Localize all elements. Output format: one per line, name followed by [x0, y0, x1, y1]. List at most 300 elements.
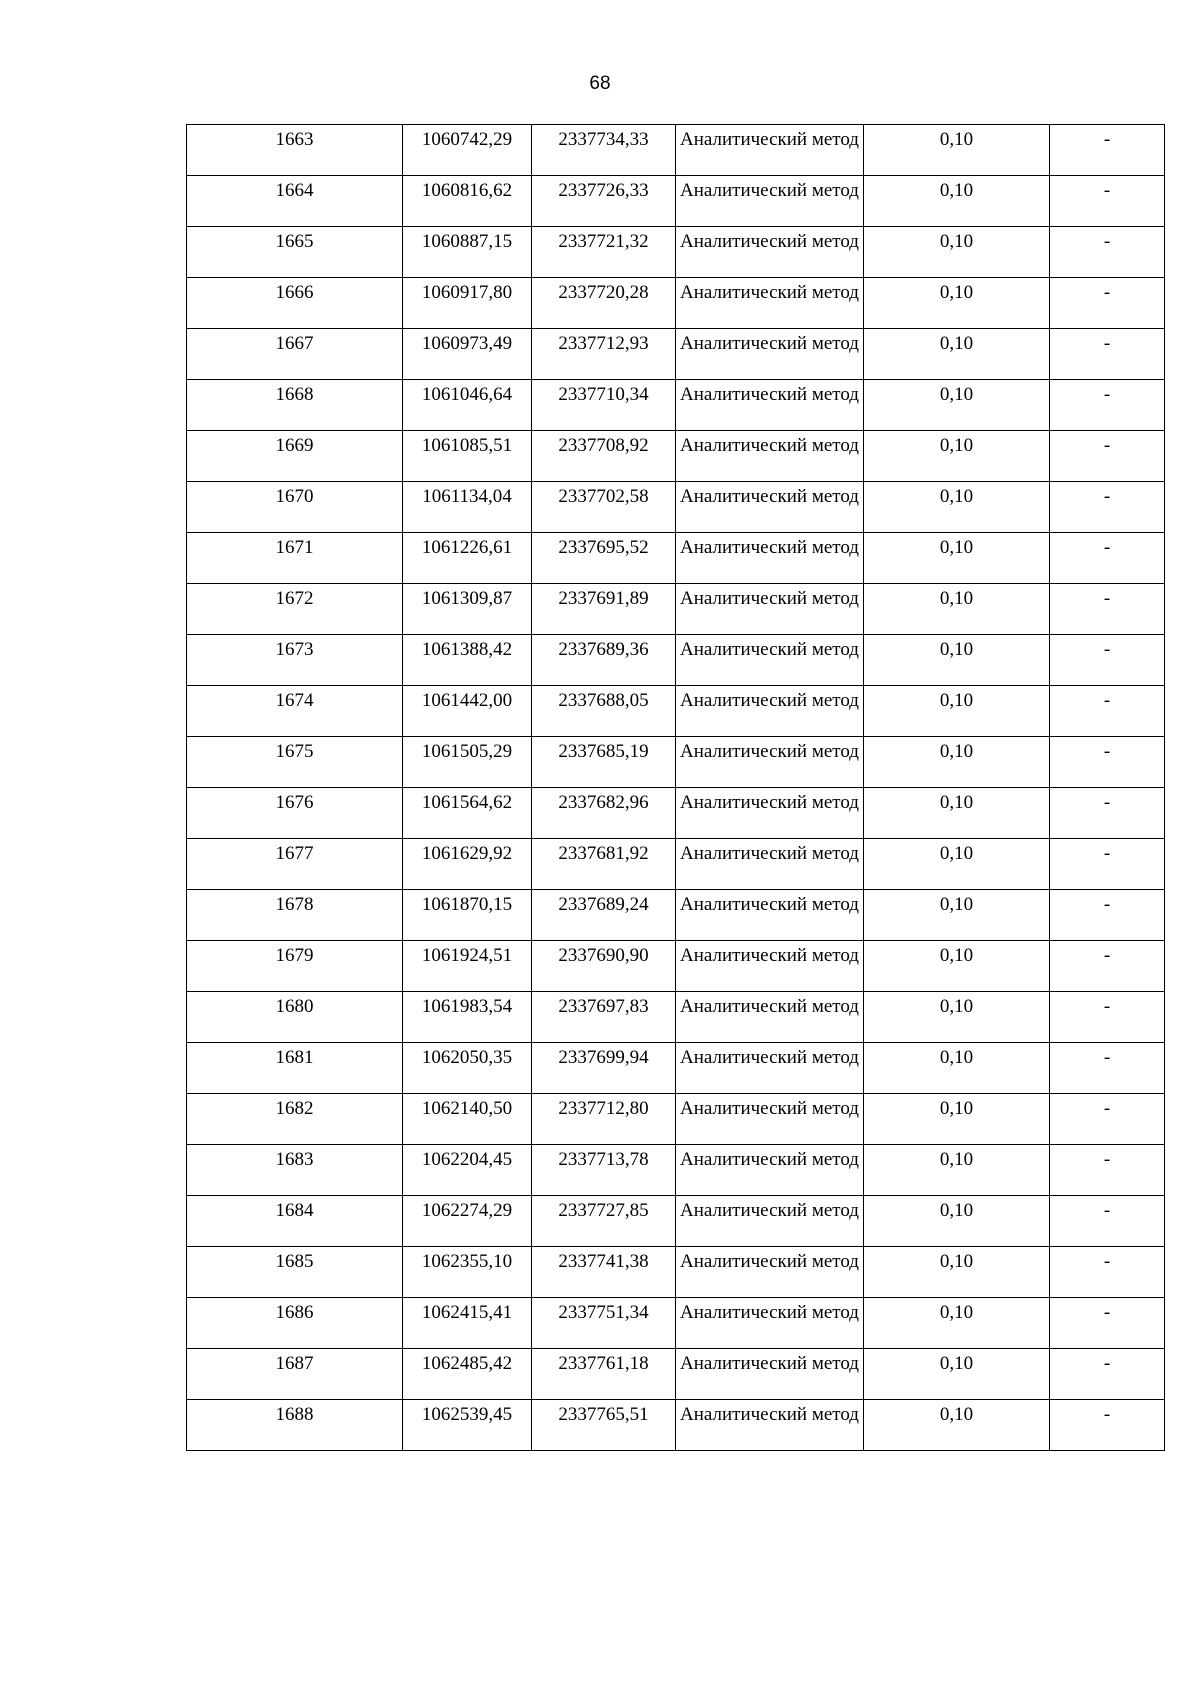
x-coordinate-cell — [403, 737, 532, 788]
note-cell-text: - — [1103, 1353, 1111, 1374]
coordinates-table-body — [187, 125, 1165, 1451]
y-coordinate-cell-text: 2337710,34 — [558, 384, 649, 405]
point-number-cell — [187, 176, 403, 227]
point-number-cell-text: 1676 — [275, 792, 314, 813]
y-coordinate-cell — [532, 176, 676, 227]
x-coordinate-cell-text: 1060816,62 — [421, 180, 513, 201]
point-number-cell-text: 1667 — [275, 333, 314, 354]
precision-cell — [864, 1094, 1050, 1145]
precision-cell — [864, 635, 1050, 686]
precision-cell — [864, 125, 1050, 176]
method-cell — [676, 482, 864, 533]
x-coordinate-cell-text: 1062355,10 — [421, 1251, 513, 1272]
note-cell-text: - — [1103, 588, 1111, 609]
method-cell-text: Аналитический метод — [680, 588, 859, 609]
point-number-cell-text: 1670 — [275, 486, 314, 507]
precision-cell — [864, 788, 1050, 839]
point-number-cell-text: 1673 — [275, 639, 314, 660]
precision-cell-text: 0,10 — [939, 486, 974, 507]
table-row — [187, 1247, 1165, 1298]
precision-cell — [864, 839, 1050, 890]
point-number-cell-text: 1678 — [275, 894, 314, 915]
point-number-cell-text: 1671 — [275, 537, 314, 558]
point-number-cell — [187, 584, 403, 635]
x-coordinate-cell-text: 1062485,42 — [421, 1353, 513, 1374]
precision-cell-text: 0,10 — [939, 894, 974, 915]
precision-cell-text: 0,10 — [939, 1149, 974, 1170]
x-coordinate-cell — [403, 1298, 532, 1349]
precision-cell-text: 0,10 — [939, 1251, 974, 1272]
y-coordinate-cell-text: 2337689,36 — [558, 639, 649, 660]
note-cell-text: - — [1103, 435, 1111, 456]
x-coordinate-cell — [403, 788, 532, 839]
method-cell-text: Аналитический метод — [680, 1200, 859, 1221]
y-coordinate-cell — [532, 1349, 676, 1400]
y-coordinate-cell-text: 2337688,05 — [558, 690, 649, 711]
method-cell — [676, 1400, 864, 1451]
precision-cell-text: 0,10 — [939, 435, 974, 456]
point-number-cell-text: 1675 — [275, 741, 314, 762]
note-cell — [1050, 1247, 1165, 1298]
point-number-cell — [187, 1298, 403, 1349]
point-number-cell — [187, 1094, 403, 1145]
y-coordinate-cell — [532, 278, 676, 329]
method-cell-text: Аналитический метод — [680, 894, 859, 915]
method-cell — [676, 380, 864, 431]
x-coordinate-cell — [403, 1349, 532, 1400]
x-coordinate-cell — [403, 992, 532, 1043]
y-coordinate-cell-text: 2337697,83 — [558, 996, 649, 1017]
method-cell-text: Аналитический метод — [680, 1149, 859, 1170]
y-coordinate-cell — [532, 1298, 676, 1349]
point-number-cell — [187, 1349, 403, 1400]
y-coordinate-cell — [532, 227, 676, 278]
y-coordinate-cell — [532, 584, 676, 635]
note-cell — [1050, 1298, 1165, 1349]
table-row — [187, 584, 1165, 635]
note-cell-text: - — [1103, 333, 1111, 354]
y-coordinate-cell — [532, 329, 676, 380]
point-number-cell — [187, 380, 403, 431]
x-coordinate-cell-text: 1060973,49 — [421, 333, 513, 354]
method-cell — [676, 1247, 864, 1298]
method-cell-text: Аналитический метод — [680, 690, 859, 711]
y-coordinate-cell — [532, 737, 676, 788]
note-cell — [1050, 176, 1165, 227]
table-row — [187, 788, 1165, 839]
y-coordinate-cell-text: 2337765,51 — [558, 1404, 649, 1425]
precision-cell — [864, 278, 1050, 329]
method-cell-text: Аналитический метод — [680, 1251, 859, 1272]
note-cell-text: - — [1103, 996, 1111, 1017]
method-cell-text: Аналитический метод — [680, 1404, 859, 1425]
precision-cell — [864, 482, 1050, 533]
y-coordinate-cell — [532, 941, 676, 992]
point-number-cell — [187, 686, 403, 737]
table-row — [187, 329, 1165, 380]
table-row — [187, 941, 1165, 992]
note-cell-text: - — [1103, 945, 1111, 966]
point-number-cell — [187, 839, 403, 890]
method-cell — [676, 1349, 864, 1400]
precision-cell — [864, 686, 1050, 737]
method-cell — [676, 839, 864, 890]
x-coordinate-cell — [403, 941, 532, 992]
table-row — [187, 635, 1165, 686]
method-cell-text: Аналитический метод — [680, 1353, 859, 1374]
method-cell-text: Аналитический метод — [680, 1302, 859, 1323]
point-number-cell-text: 1684 — [275, 1200, 314, 1221]
point-number-cell-text: 1679 — [275, 945, 314, 966]
note-cell — [1050, 125, 1165, 176]
table-row — [187, 839, 1165, 890]
x-coordinate-cell — [403, 278, 532, 329]
y-coordinate-cell-text: 2337712,80 — [558, 1098, 649, 1119]
point-number-cell-text: 1682 — [275, 1098, 314, 1119]
x-coordinate-cell — [403, 1196, 532, 1247]
table-row — [187, 686, 1165, 737]
y-coordinate-cell — [532, 1400, 676, 1451]
method-cell — [676, 1196, 864, 1247]
point-number-cell — [187, 482, 403, 533]
x-coordinate-cell — [403, 329, 532, 380]
precision-cell-text: 0,10 — [939, 384, 974, 405]
point-number-cell — [187, 1400, 403, 1451]
precision-cell — [864, 1196, 1050, 1247]
note-cell — [1050, 737, 1165, 788]
note-cell — [1050, 533, 1165, 584]
method-cell — [676, 941, 864, 992]
precision-cell — [864, 1145, 1050, 1196]
x-coordinate-cell — [403, 686, 532, 737]
note-cell-text: - — [1103, 1098, 1111, 1119]
note-cell — [1050, 941, 1165, 992]
precision-cell — [864, 431, 1050, 482]
y-coordinate-cell-text: 2337702,58 — [558, 486, 649, 507]
y-coordinate-cell-text: 2337689,24 — [558, 894, 649, 915]
y-coordinate-cell-text: 2337690,90 — [558, 945, 649, 966]
y-coordinate-cell — [532, 431, 676, 482]
point-number-cell — [187, 1196, 403, 1247]
precision-cell-text: 0,10 — [939, 792, 974, 813]
y-coordinate-cell-text: 2337727,85 — [558, 1200, 649, 1221]
point-number-cell-text: 1685 — [275, 1251, 314, 1272]
note-cell-text: - — [1103, 1047, 1111, 1068]
x-coordinate-cell-text: 1061388,42 — [421, 639, 513, 660]
precision-cell-text: 0,10 — [939, 1353, 974, 1374]
y-coordinate-cell-text: 2337713,78 — [558, 1149, 649, 1170]
note-cell — [1050, 584, 1165, 635]
y-coordinate-cell-text: 2337734,33 — [558, 129, 649, 150]
x-coordinate-cell — [403, 125, 532, 176]
method-cell-text: Аналитический метод — [680, 435, 859, 456]
point-number-cell — [187, 278, 403, 329]
note-cell-text: - — [1103, 1404, 1111, 1425]
precision-cell-text: 0,10 — [939, 996, 974, 1017]
precision-cell — [864, 1349, 1050, 1400]
note-cell-text: - — [1103, 1149, 1111, 1170]
y-coordinate-cell — [532, 635, 676, 686]
method-cell-text: Аналитический метод — [680, 792, 859, 813]
precision-cell-text: 0,10 — [939, 741, 974, 762]
point-number-cell-text: 1666 — [275, 282, 314, 303]
method-cell — [676, 1094, 864, 1145]
method-cell — [676, 686, 864, 737]
y-coordinate-cell-text: 2337695,52 — [558, 537, 649, 558]
precision-cell-text: 0,10 — [939, 129, 974, 150]
y-coordinate-cell — [532, 533, 676, 584]
method-cell — [676, 278, 864, 329]
note-cell — [1050, 788, 1165, 839]
note-cell-text: - — [1103, 129, 1111, 150]
point-number-cell-text: 1687 — [275, 1353, 314, 1374]
x-coordinate-cell — [403, 1247, 532, 1298]
method-cell — [676, 125, 864, 176]
x-coordinate-cell-text: 1061629,92 — [421, 843, 513, 864]
x-coordinate-cell — [403, 1094, 532, 1145]
y-coordinate-cell — [532, 380, 676, 431]
table-row — [187, 125, 1165, 176]
x-coordinate-cell — [403, 635, 532, 686]
note-cell — [1050, 1043, 1165, 1094]
precision-cell — [864, 1043, 1050, 1094]
precision-cell — [864, 992, 1050, 1043]
y-coordinate-cell — [532, 482, 676, 533]
point-number-cell — [187, 1247, 403, 1298]
y-coordinate-cell-text: 2337741,38 — [558, 1251, 649, 1272]
point-number-cell — [187, 992, 403, 1043]
method-cell — [676, 176, 864, 227]
note-cell — [1050, 227, 1165, 278]
page-number: 68 — [589, 73, 611, 94]
note-cell — [1050, 890, 1165, 941]
x-coordinate-cell-text: 1061046,64 — [421, 384, 513, 405]
point-number-cell-text: 1677 — [275, 843, 314, 864]
method-cell — [676, 1043, 864, 1094]
precision-cell-text: 0,10 — [939, 282, 974, 303]
note-cell — [1050, 278, 1165, 329]
y-coordinate-cell-text: 2337751,34 — [558, 1302, 649, 1323]
x-coordinate-cell — [403, 533, 532, 584]
note-cell-text: - — [1103, 1251, 1111, 1272]
y-coordinate-cell — [532, 1196, 676, 1247]
x-coordinate-cell — [403, 176, 532, 227]
table-row — [187, 1349, 1165, 1400]
precision-cell — [864, 1298, 1050, 1349]
y-coordinate-cell-text: 2337699,94 — [558, 1047, 649, 1068]
note-cell — [1050, 1145, 1165, 1196]
x-coordinate-cell-text: 1060887,15 — [421, 231, 513, 252]
note-cell — [1050, 839, 1165, 890]
note-cell — [1050, 1349, 1165, 1400]
point-number-cell-text: 1672 — [275, 588, 314, 609]
x-coordinate-cell — [403, 584, 532, 635]
precision-cell — [864, 584, 1050, 635]
precision-cell — [864, 176, 1050, 227]
precision-cell — [864, 533, 1050, 584]
method-cell — [676, 584, 864, 635]
y-coordinate-cell — [532, 1094, 676, 1145]
note-cell — [1050, 329, 1165, 380]
precision-cell-text: 0,10 — [939, 537, 974, 558]
x-coordinate-cell-text: 1062274,29 — [421, 1200, 513, 1221]
point-number-cell-text: 1664 — [275, 180, 314, 201]
x-coordinate-cell — [403, 1043, 532, 1094]
note-cell-text: - — [1103, 282, 1111, 303]
x-coordinate-cell-text: 1060742,29 — [421, 129, 513, 150]
x-coordinate-cell-text: 1062415,41 — [421, 1302, 513, 1323]
x-coordinate-cell-text: 1061924,51 — [421, 945, 513, 966]
precision-cell-text: 0,10 — [939, 1302, 974, 1323]
table-row — [187, 1400, 1165, 1451]
x-coordinate-cell-text: 1061505,29 — [421, 741, 513, 762]
method-cell-text: Аналитический метод — [680, 537, 859, 558]
precision-cell-text: 0,10 — [939, 231, 974, 252]
x-coordinate-cell-text: 1061564,62 — [421, 792, 513, 813]
note-cell-text: - — [1103, 741, 1111, 762]
point-number-cell — [187, 431, 403, 482]
method-cell — [676, 788, 864, 839]
point-number-cell — [187, 737, 403, 788]
method-cell-text: Аналитический метод — [680, 843, 859, 864]
table-row — [187, 278, 1165, 329]
y-coordinate-cell-text: 2337720,28 — [558, 282, 649, 303]
method-cell-text: Аналитический метод — [680, 741, 859, 762]
x-coordinate-cell-text: 1062539,45 — [421, 1404, 513, 1425]
method-cell — [676, 329, 864, 380]
y-coordinate-cell — [532, 788, 676, 839]
table-row — [187, 380, 1165, 431]
method-cell — [676, 635, 864, 686]
method-cell-text: Аналитический метод — [680, 945, 859, 966]
table-row — [187, 1043, 1165, 1094]
precision-cell-text: 0,10 — [939, 639, 974, 660]
method-cell-text: Аналитический метод — [680, 333, 859, 354]
x-coordinate-cell-text: 1062050,35 — [421, 1047, 513, 1068]
point-number-cell — [187, 635, 403, 686]
point-number-cell — [187, 890, 403, 941]
x-coordinate-cell — [403, 1145, 532, 1196]
coordinates-table — [186, 124, 1165, 1451]
point-number-cell — [187, 788, 403, 839]
precision-cell — [864, 890, 1050, 941]
precision-cell-text: 0,10 — [939, 1047, 974, 1068]
note-cell-text: - — [1103, 792, 1111, 813]
y-coordinate-cell — [532, 125, 676, 176]
note-cell — [1050, 1094, 1165, 1145]
precision-cell-text: 0,10 — [939, 945, 974, 966]
note-cell — [1050, 380, 1165, 431]
point-number-cell-text: 1683 — [275, 1149, 314, 1170]
method-cell — [676, 431, 864, 482]
point-number-cell — [187, 941, 403, 992]
x-coordinate-cell — [403, 380, 532, 431]
x-coordinate-cell-text: 1061442,00 — [421, 690, 513, 711]
point-number-cell-text: 1668 — [275, 384, 314, 405]
note-cell-text: - — [1103, 1302, 1111, 1323]
point-number-cell — [187, 329, 403, 380]
table-row — [187, 1145, 1165, 1196]
note-cell-text: - — [1103, 639, 1111, 660]
y-coordinate-cell — [532, 1145, 676, 1196]
point-number-cell-text: 1686 — [275, 1302, 314, 1323]
point-number-cell — [187, 533, 403, 584]
precision-cell-text: 0,10 — [939, 588, 974, 609]
x-coordinate-cell — [403, 431, 532, 482]
note-cell-text: - — [1103, 894, 1111, 915]
x-coordinate-cell — [403, 839, 532, 890]
table-row — [187, 737, 1165, 788]
note-cell — [1050, 992, 1165, 1043]
method-cell — [676, 533, 864, 584]
x-coordinate-cell-text: 1061226,61 — [421, 537, 513, 558]
method-cell-text: Аналитический метод — [680, 180, 859, 201]
precision-cell-text: 0,10 — [939, 843, 974, 864]
method-cell-text: Аналитический метод — [680, 384, 859, 405]
point-number-cell-text: 1665 — [275, 231, 314, 252]
note-cell — [1050, 431, 1165, 482]
precision-cell-text: 0,10 — [939, 333, 974, 354]
point-number-cell-text: 1674 — [275, 690, 314, 711]
x-coordinate-cell-text: 1062204,45 — [421, 1149, 513, 1170]
method-cell — [676, 1145, 864, 1196]
y-coordinate-cell — [532, 890, 676, 941]
precision-cell-text: 0,10 — [939, 1098, 974, 1119]
x-coordinate-cell-text: 1061085,51 — [421, 435, 513, 456]
x-coordinate-cell-text: 1061983,54 — [421, 996, 513, 1017]
method-cell-text: Аналитический метод — [680, 639, 859, 660]
table-row — [187, 992, 1165, 1043]
y-coordinate-cell-text: 2337681,92 — [558, 843, 649, 864]
y-coordinate-cell-text: 2337691,89 — [558, 588, 649, 609]
y-coordinate-cell — [532, 839, 676, 890]
note-cell — [1050, 635, 1165, 686]
y-coordinate-cell-text: 2337761,18 — [558, 1353, 649, 1374]
method-cell-text: Аналитический метод — [680, 231, 859, 252]
table-row — [187, 482, 1165, 533]
method-cell-text: Аналитический метод — [680, 996, 859, 1017]
x-coordinate-cell-text: 1062140,50 — [421, 1098, 513, 1119]
x-coordinate-cell — [403, 1400, 532, 1451]
precision-cell-text: 0,10 — [939, 1404, 974, 1425]
precision-cell — [864, 1247, 1050, 1298]
point-number-cell-text: 1681 — [275, 1047, 314, 1068]
note-cell-text: - — [1103, 180, 1111, 201]
note-cell-text: - — [1103, 690, 1111, 711]
precision-cell — [864, 737, 1050, 788]
point-number-cell — [187, 125, 403, 176]
point-number-cell — [187, 227, 403, 278]
table-row — [187, 1298, 1165, 1349]
method-cell — [676, 227, 864, 278]
y-coordinate-cell-text: 2337685,19 — [558, 741, 649, 762]
note-cell-text: - — [1103, 231, 1111, 252]
y-coordinate-cell-text: 2337721,32 — [558, 231, 649, 252]
method-cell-text: Аналитический метод — [680, 129, 859, 150]
y-coordinate-cell-text: 2337712,93 — [558, 333, 649, 354]
note-cell-text: - — [1103, 843, 1111, 864]
table-row — [187, 176, 1165, 227]
precision-cell — [864, 329, 1050, 380]
table-row — [187, 1094, 1165, 1145]
x-coordinate-cell-text: 1061309,87 — [421, 588, 513, 609]
point-number-cell-text: 1669 — [275, 435, 314, 456]
note-cell-text: - — [1103, 486, 1111, 507]
y-coordinate-cell-text: 2337682,96 — [558, 792, 649, 813]
method-cell — [676, 890, 864, 941]
x-coordinate-cell — [403, 227, 532, 278]
note-cell — [1050, 482, 1165, 533]
